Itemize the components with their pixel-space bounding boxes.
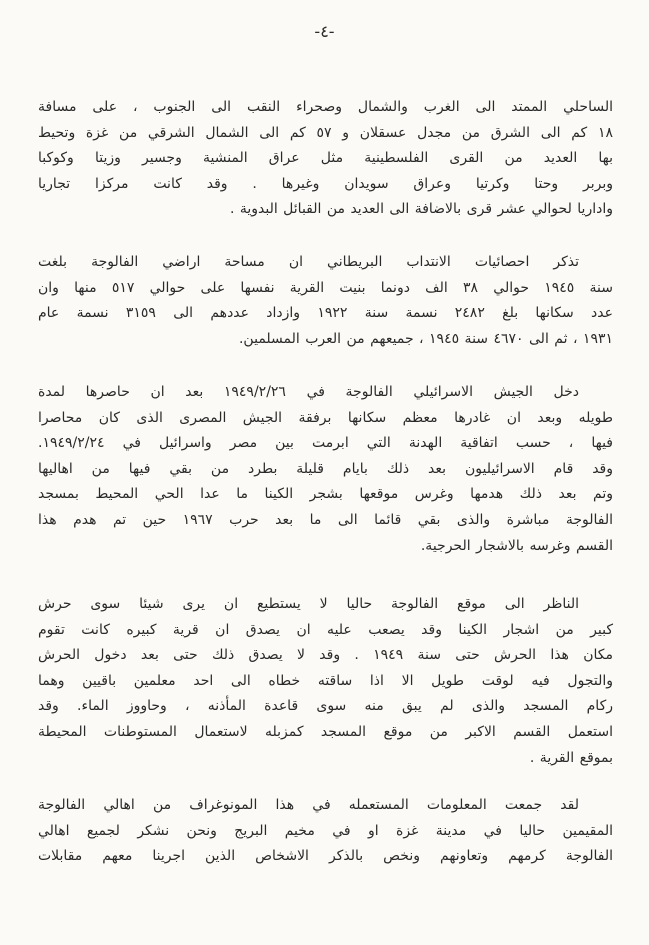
- text-line: عدد سكانها بلغ ٢٤٨٢ نسمة سنة ١٩٢٢ وازداد عددهم الى ٣١٥٩ نسمة عام: [38, 305, 613, 322]
- paragraph: [38, 793, 613, 870]
- text-line: الناظر الى موقع الفالوجة حاليا لا يستطيع ان يرى شيئا سوى حرش: [38, 596, 579, 612]
- text-line: بها العديد من القرى الفلسطينية مثل عراق المنشية وجسير وزيتا وكوكبا: [38, 150, 613, 167]
- text-line: والتجول فيه لوقت طويل الا اذا ساقته خطاه الى احد معلمين باقيين وهما: [38, 672, 613, 689]
- paragraph: [38, 250, 613, 352]
- text-line: ١٨ كم الى الشرق من مجدل عسقلان و ٥٧ كم الى الشمال الشرقي من غزة وتحيط: [38, 124, 613, 141]
- text-line: واداريا لحوالي عشر قرى بالاضافة الى العديد من القبائل البدوية .: [229, 201, 613, 218]
- text-line: تذكر احصائيات الانتداب البريطاني ان مساحة اراضي الفالوجة بلغت: [38, 254, 579, 270]
- paragraph: [38, 380, 613, 559]
- text-line: وتم بعد ذلك هدمها وغرس موقعها بشجر الكينا ما عدا الحي المحيط بمسجد: [38, 486, 613, 503]
- text-line: الفالوجة مباشرة والذى بقي قائما الى ما بعد حرب ١٩٦٧ حين تم هدم هذا: [38, 511, 613, 528]
- text-line: لقد جمعت المعلومات المستعمله في هذا المونوغراف من اهالي الفالوجة: [38, 797, 579, 813]
- text-line: القسم وغرسه بالاشجار الحرجية.: [420, 537, 613, 554]
- text-line: ١٩٣١ ، ثم الى ٤٦٧٠ سنة ١٩٤٥ ، جميعهم من العرب المسلمين.: [238, 330, 613, 347]
- text-line: دخل الجيش الاسرائيلي الفالوجة في ١٩٤٩/٢/٢٦ بعد ان حاصرها لمدة: [38, 384, 579, 400]
- text-line: كبير من اشجار الكينا وقد يصعب عليه ان يصدق ان قرية كبيره كانت تقوم: [38, 621, 613, 638]
- text-line: وبربر وحتا وكرتيا وعراق سويدان وغيرها . وقد كانت مركزا تجاريا: [38, 175, 613, 192]
- text-line: بموقع القرية .: [529, 749, 613, 766]
- text-line: الفالوجة كرمهم وتعاونهم ونخص بالذكر الاشخاص الذين اجرينا معهم مقابلات: [38, 848, 613, 865]
- text-line: استعمل القسم الاكبر من موقع المسجد كمزبله لاستعمال المستوطنات المحيطة: [38, 723, 613, 740]
- paragraph: [38, 95, 613, 223]
- text-line: مكان هذا الحرش حتى سنة ١٩٤٩ . وقد لا يصدق ذلك حتى بعد دخول الحرش: [38, 647, 613, 664]
- text-line: طويله وبعد ان غادرها معظم سكانها برفقة الجيش المصرى الذى كان محاصرا: [38, 409, 613, 426]
- paragraph: [38, 592, 613, 771]
- page-number: -٤-: [314, 22, 335, 41]
- text-line: وقد قام الاسرائيليون بعد ذلك بايام قليلة بطرد من بقي فيها من اهاليها: [38, 460, 613, 477]
- text-line: الساحلي الممتد الى الغرب والشمال وصحراء النقب الى الجنوب ، على مسافة: [38, 99, 613, 115]
- text-line: سنة ١٩٤٥ حوالي ٣٨ الف دونما بنيت القرية نفسها على حوالي ٥١٧ منها وان: [38, 279, 613, 296]
- text-line: ركام المسجد والذى لم يبق منه سوى قاعدة المأذنه ، وحاووز الماء. وقد: [38, 698, 613, 715]
- text-line: فيها ، حسب اتفاقية الهدنة التي ابرمت بين مصر واسرائيل في ١٩٤٩/٢/٢٤.: [38, 435, 613, 452]
- text-line: المقيمين حاليا في مدينة غزة او في مخيم البريج ونحن نشكر لجميع اهالي: [38, 822, 613, 839]
